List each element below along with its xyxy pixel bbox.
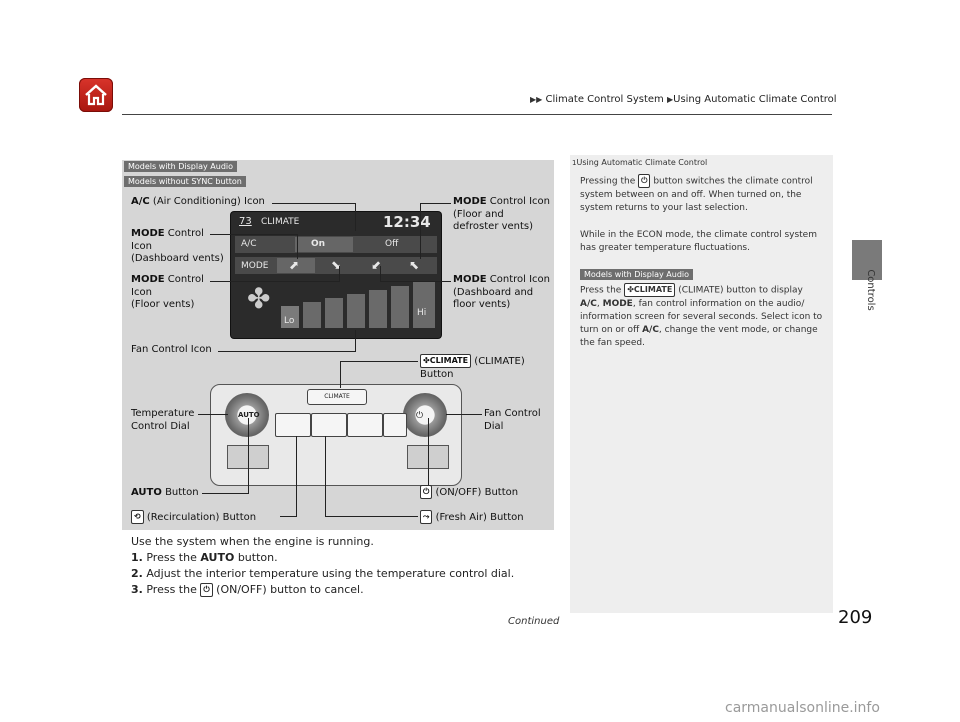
continued-label: Continued bbox=[508, 616, 560, 627]
fan-level-hi[interactable] bbox=[413, 282, 435, 328]
instructions bbox=[131, 534, 551, 598]
defrost-button[interactable] bbox=[347, 413, 383, 437]
model-tag: Models without SYNC button bbox=[124, 176, 246, 187]
callout-mode-floor-defrost: MODE Control Icon (Floor and defroster vents) bbox=[453, 196, 551, 232]
fan-level[interactable] bbox=[303, 302, 321, 328]
header-divider bbox=[122, 114, 832, 115]
fan-control-dial[interactable] bbox=[403, 393, 447, 437]
mode-dashboard-floor-icon[interactable]: ⬊ bbox=[331, 258, 342, 272]
ac-off-button[interactable]: Off bbox=[385, 239, 399, 249]
callout-climate-button: ✤CLIMATE (CLIMATE) Button bbox=[420, 356, 525, 380]
fan-lo-label: Lo bbox=[284, 316, 295, 326]
screen-title: CLIMATE bbox=[261, 217, 300, 227]
note-paragraph-3: Press the ✤CLIMATE (CLIMATE) button to display A/C, MODE, fan control information on the audio/ information screen for several seconds. Select icon to turn on or off A/C, change the vent mode, or change the fan speed. bbox=[580, 285, 823, 348]
callout-fan-dial: Fan Control Dial bbox=[484, 408, 541, 432]
mode-dashboard-icon[interactable]: ⬈ bbox=[289, 258, 300, 272]
ac-on-button[interactable]: On bbox=[311, 239, 326, 249]
ac-icon[interactable]: A/C bbox=[241, 239, 257, 249]
fan-level[interactable] bbox=[391, 286, 409, 328]
step-1: 1. Press the AUTO button. bbox=[131, 551, 278, 564]
callout-mode-dashboard: MODE Control Icon (Dashboard vents) bbox=[131, 228, 224, 264]
recirculation-button[interactable] bbox=[275, 413, 311, 437]
callout-fresh-air-button: ⤳ (Fresh Air) Button bbox=[420, 510, 524, 525]
fresh-air-icon: ⤳ bbox=[420, 510, 432, 524]
auto-button-label[interactable]: AUTO bbox=[238, 411, 260, 419]
fresh-air-button[interactable] bbox=[311, 413, 347, 437]
callout-auto-button: AUTO Button bbox=[131, 487, 199, 498]
on-off-icon: ⏻ bbox=[638, 174, 650, 188]
mode-floor-icon[interactable]: ⬋ bbox=[371, 258, 382, 272]
callout-mode-floor: MODE Control Icon (Floor vents) bbox=[131, 274, 204, 310]
home-button[interactable] bbox=[79, 78, 113, 112]
intro-text: Use the system when the engine is running. bbox=[131, 535, 374, 548]
fan-level[interactable] bbox=[347, 294, 365, 328]
note-sidebar bbox=[570, 155, 833, 613]
note-paragraph-1: Pressing the ⏻ button switches the climate control system between on and off. When turned on, the system returns to your last selection. bbox=[580, 176, 813, 213]
home-icon bbox=[79, 78, 113, 112]
note-title: 1Using Automatic Climate Control bbox=[572, 158, 708, 167]
screen-clock: 12:34 bbox=[383, 213, 431, 231]
mode-label: MODE bbox=[241, 261, 269, 271]
fan-level[interactable] bbox=[325, 298, 343, 328]
screen-temp: 73 bbox=[239, 216, 252, 227]
watermark: carmanualsonline.info bbox=[725, 700, 880, 716]
note-paragraph-2: While in the ECON mode, the climate control system has greater temperature fluctuations. bbox=[580, 230, 817, 253]
climate-button[interactable] bbox=[307, 389, 367, 405]
fan-level[interactable] bbox=[369, 290, 387, 328]
climate-button-label: CLIMATE bbox=[324, 393, 350, 400]
callout-on-off-button: ⏻ (ON/OFF) Button bbox=[420, 485, 518, 500]
climate-screen bbox=[231, 212, 441, 338]
step-2: 2. Adjust the interior temperature using the temperature control dial. bbox=[131, 567, 515, 580]
callout-temperature-dial: Temperature Control Dial bbox=[131, 408, 195, 432]
on-off-button-icon[interactable]: ⏻ bbox=[416, 411, 424, 421]
climate-icon: ✤CLIMATE bbox=[624, 283, 675, 297]
model-tag: Models with Display Audio bbox=[124, 161, 237, 172]
breadcrumb-item[interactable]: Using Automatic Climate Control bbox=[673, 94, 837, 105]
callout-ac-icon: A/C (Air Conditioning) Icon bbox=[131, 196, 265, 207]
rear-defrost-button[interactable] bbox=[383, 413, 407, 437]
callout-recirculation-button: ⟲ (Recirculation) Button bbox=[131, 510, 256, 525]
callout-mode-dashboard-floor: MODE Control Icon (Dashboard and floor vents) bbox=[453, 274, 551, 310]
fan-hi-label: Hi bbox=[417, 308, 427, 318]
fan-icon: ✤ bbox=[247, 282, 271, 315]
recirculation-icon: ⟲ bbox=[131, 510, 144, 524]
breadcrumb: ▶▶ Climate Control System ▶Using Automatic Climate Control bbox=[530, 94, 837, 105]
mode-floor-defrost-icon[interactable]: ⬉ bbox=[409, 258, 420, 272]
callout-fan-control-icon: Fan Control Icon bbox=[131, 344, 212, 355]
breadcrumb-item[interactable]: Climate Control System bbox=[545, 94, 664, 105]
climate-icon: ✤CLIMATE bbox=[420, 354, 471, 368]
step-3: 3. Press the ⏻ (ON/OFF) button to cancel. bbox=[131, 583, 364, 596]
page-number: 209 bbox=[838, 607, 873, 628]
section-tab-label: Controls bbox=[865, 269, 876, 311]
model-tag: Models with Display Audio bbox=[580, 269, 693, 280]
on-off-icon: ⏻ bbox=[200, 583, 212, 597]
on-off-icon: ⏻ bbox=[420, 485, 432, 499]
